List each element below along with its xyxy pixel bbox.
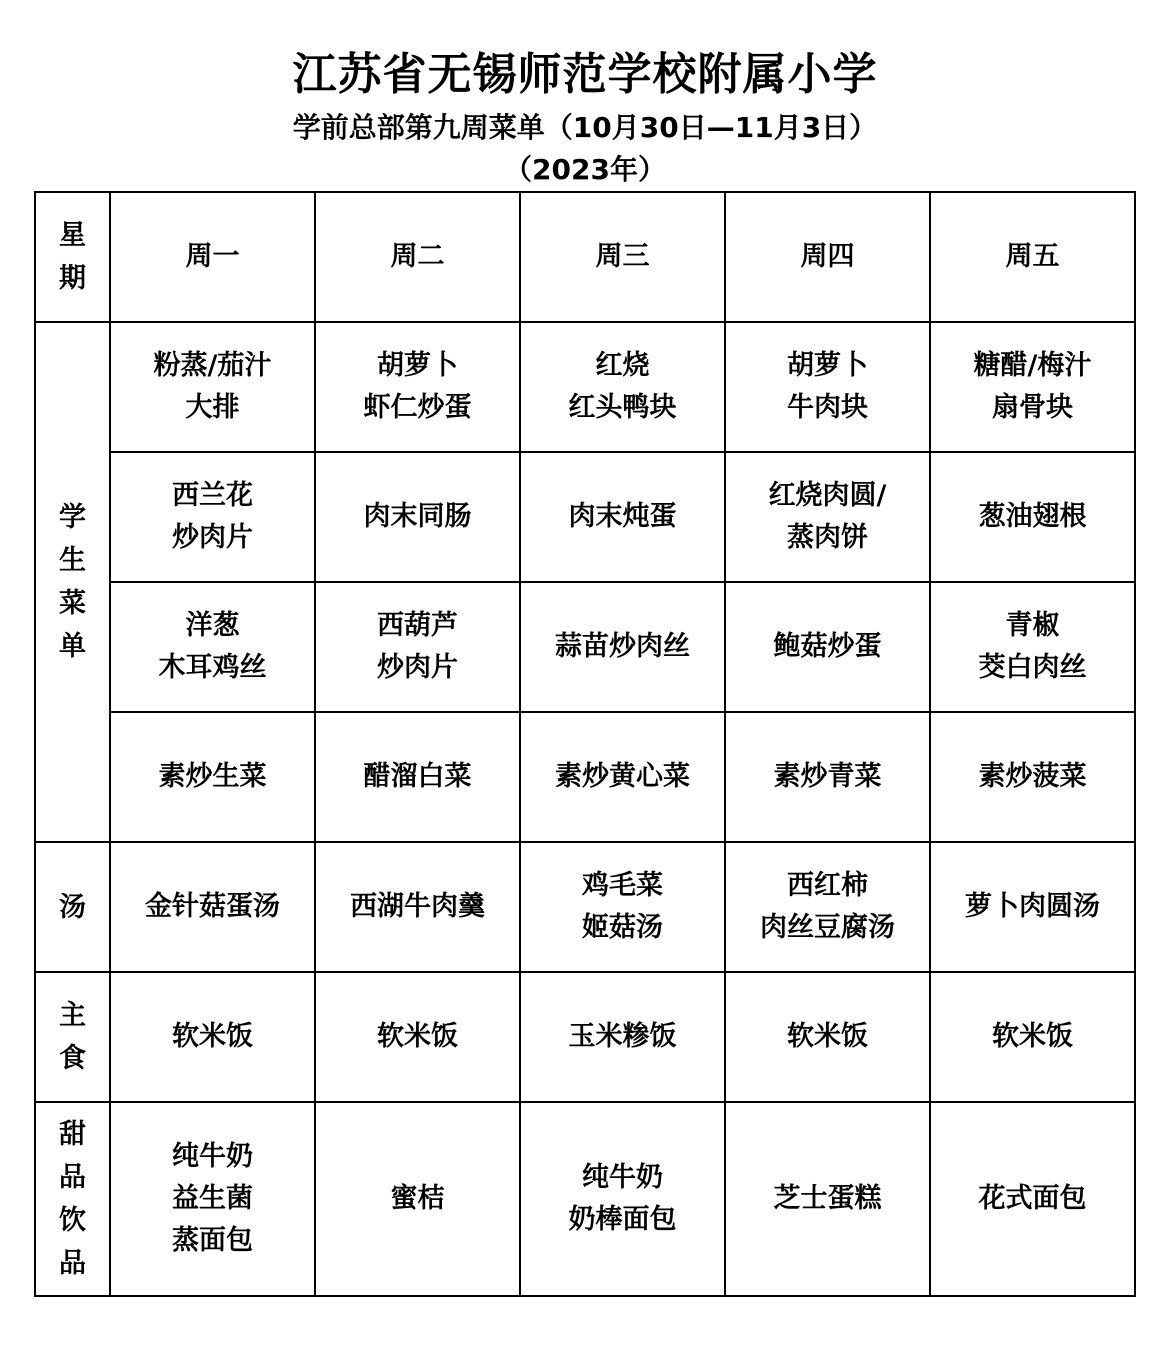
- dish-cell: 芝士蛋糕: [725, 1102, 930, 1296]
- section-label-staple: 主食: [59, 1000, 86, 1074]
- section-label-dessert: 甜品饮品: [59, 1119, 86, 1279]
- section-label-soup: 汤: [59, 891, 86, 923]
- dish-cell: 素炒青菜: [725, 712, 930, 842]
- soup-row: [35, 842, 1135, 972]
- dish-cell: 西红柿 肉丝豆腐汤: [725, 842, 930, 972]
- dish-cell: 糖醋/梅汁 扇骨块: [930, 322, 1135, 452]
- dish-cell: 花式面包: [930, 1102, 1135, 1296]
- page-subtitle: 学前总部第九周菜单（10月30日—11月3日）: [292, 111, 878, 144]
- dish-cell: 红烧 红头鸭块: [520, 322, 725, 452]
- dish-cell: 软米饭: [315, 972, 520, 1102]
- dish-cell: 红烧肉圆/ 蒸肉饼: [725, 452, 930, 582]
- day-header: 周四: [725, 192, 930, 322]
- day-header: 周一: [110, 192, 315, 322]
- dish-cell: 醋溜白菜: [315, 712, 520, 842]
- dish-cell: 纯牛奶 益生菌 蒸面包: [110, 1102, 315, 1296]
- dish-cell: 软米饭: [725, 972, 930, 1102]
- dish-cell: 青椒 茭白肉丝: [930, 582, 1135, 712]
- day-header: 周五: [930, 192, 1135, 322]
- dish-cell: 素炒菠菜: [930, 712, 1135, 842]
- section-label-cell: [35, 1102, 110, 1296]
- dish-cell: 鲍菇炒蛋: [725, 582, 930, 712]
- dish-cell: 胡萝卜 虾仁炒蛋: [315, 322, 520, 452]
- page-year: （2023年）: [504, 153, 666, 186]
- dish-cell: 肉末炖蛋: [520, 452, 725, 582]
- student-menu-row: [35, 452, 1135, 582]
- section-label-cell: [35, 972, 110, 1102]
- page-title: 江苏省无锡师范学校附属小学: [292, 49, 878, 100]
- section-label-student-menu: 学生菜单: [59, 502, 86, 662]
- dish-cell: 胡萝卜 牛肉块: [725, 322, 930, 452]
- dish-cell: 粉蒸/茄汁 大排: [110, 322, 315, 452]
- header-row: [35, 192, 1135, 322]
- dish-cell: 纯牛奶 奶棒面包: [520, 1102, 725, 1296]
- menu-table: [34, 191, 1136, 1297]
- staple-row: [35, 972, 1135, 1102]
- section-label-cell: [35, 322, 110, 842]
- dish-cell: 玉米糁饭: [520, 972, 725, 1102]
- dish-cell: 萝卜肉圆汤: [930, 842, 1135, 972]
- dish-cell: 肉末同肠: [315, 452, 520, 582]
- day-header: 周三: [520, 192, 725, 322]
- corner-label: 星期: [59, 220, 86, 294]
- dish-cell: 软米饭: [930, 972, 1135, 1102]
- dish-cell: 素炒生菜: [110, 712, 315, 842]
- dish-cell: 西兰花 炒肉片: [110, 452, 315, 582]
- dish-cell: 蜜桔: [315, 1102, 520, 1296]
- student-menu-row: [35, 582, 1135, 712]
- dish-cell: 蒜苗炒肉丝: [520, 582, 725, 712]
- dish-cell: 软米饭: [110, 972, 315, 1102]
- dish-cell: 鸡毛菜 姬菇汤: [520, 842, 725, 972]
- dish-cell: 素炒黄心菜: [520, 712, 725, 842]
- dessert-row: [35, 1102, 1135, 1296]
- dish-cell: 西湖牛肉羹: [315, 842, 520, 972]
- dish-cell: 西葫芦 炒肉片: [315, 582, 520, 712]
- dish-cell: 洋葱 木耳鸡丝: [110, 582, 315, 712]
- corner-cell: [35, 192, 110, 322]
- dish-cell: 金针菇蛋汤: [110, 842, 315, 972]
- dish-cell: 葱油翅根: [930, 452, 1135, 582]
- day-header: 周二: [315, 192, 520, 322]
- section-label-cell: [35, 842, 110, 972]
- student-menu-row: [35, 322, 1135, 452]
- student-menu-row: [35, 712, 1135, 842]
